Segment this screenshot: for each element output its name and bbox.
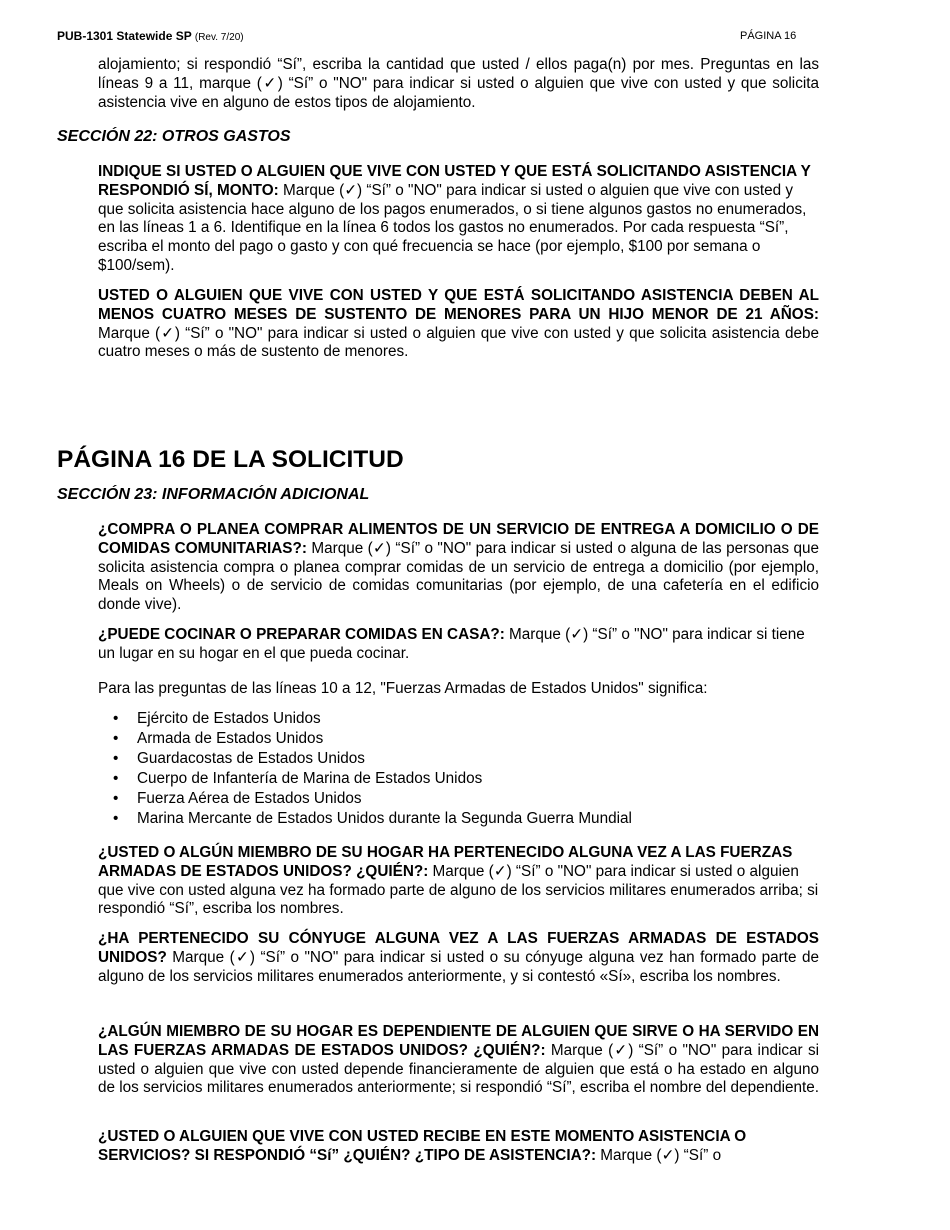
section-22-title: SECCIÓN 22: OTROS GASTOS	[57, 128, 291, 145]
section-23-p1-body: Marque (✓) “Sí” o "NO" para indicar si usted o alguna de las personas que solicita asistencia compra o planea comprar comidas de un servicio de entrega a domicilio (por ejemplo, Meals on Wheels) o de servicio de comidas comunitarias (por ejemplo, de una cafetería en el edificio donde vive).	[98, 539, 819, 614]
form-id	[57, 29, 244, 43]
list-item-label: Cuerpo de Infantería de Marina de Estados Unidos	[137, 770, 483, 787]
section-23-p2-heading: ¿PUEDE COCINAR O PREPARAR COMIDAS EN CASA?:	[98, 626, 505, 643]
section-23-p4-body: Marque (✓) “Sí” o "NO" para indicar si usted o su cónyuge alguna vez han formado parte de alguno de los servicios militares enumerados anteriormente, y si contestó «Sí», escriba los nombres.	[98, 948, 819, 985]
intro-paragraph: alojamiento; si respondió “Sí”, escriba la cantidad que usted / ellos paga(n) por mes. Preguntas en las líneas 9 a 11, marque (✓) “Sí” o "NO" para indicar si usted o alguien que vive con usted y que solicita asistencia vive en alguno de estos tipos de alojamiento.	[98, 56, 819, 111]
section-22-paragraph-1	[98, 163, 819, 276]
form-id-text: PUB-1301 Statewide SP	[57, 29, 192, 43]
bullet-icon: •	[113, 730, 119, 747]
bullet-icon: •	[113, 810, 119, 827]
list-item	[98, 809, 632, 829]
section-23-p3-heading: ¿USTED O ALGÚN MIEMBRO DE SU HOGAR HA PERTENECIDO ALGUNA VEZ A LAS FUERZAS ARMADAS DE ESTADOS UNIDOS? ¿QUIÉN?:	[98, 844, 793, 880]
list-item-label: Guardacostas de Estados Unidos	[137, 750, 365, 767]
section-23-p5-heading: ¿ALGÚN MIEMBRO DE SU HOGAR ES DEPENDIENTE DE ALGUIEN QUE SIRVE O HA SERVIDO EN LAS FUERZAS ARMADAS DE ESTADOS UNIDOS? ¿QUIÉN?:	[98, 1023, 819, 1059]
section-23-paragraph-2	[98, 626, 819, 664]
list-item	[98, 789, 632, 809]
section-23-paragraph-6	[98, 1128, 819, 1166]
section-22-p2-heading: USTED O ALGUIEN QUE VIVE CON USTED Y QUE ESTÁ SOLICITANDO ASISTENCIA DEBEN AL MENOS CUATRO MESES DE SUSTENTO DE MENORES PARA UN HIJO MENOR DE 21 AÑOS:	[98, 287, 819, 323]
section-23-paragraph-4	[98, 930, 819, 986]
list-item-label: Armada de Estados Unidos	[137, 730, 324, 747]
section-23-p3-body: Marque (✓) “Sí” o "NO" para indicar si usted o alguien que vive con usted alguna vez ha formado parte de alguno de los servicios militares enumerados arriba; si respondió “Sí”, escriba los nombres.	[98, 862, 819, 918]
section-23-p5-body: Marque (✓) “Sí” o "NO" para indicar si usted o alguien que vive con usted depende financieramente de alguien que está o ha estado en alguno de los servicios militares enumerados anteriormente; si respondió “Sí”, escriba el nombre del dependiente.	[98, 1041, 820, 1097]
list-item-label: Marina Mercante de Estados Unidos durante la Segunda Guerra Mundial	[137, 810, 632, 827]
page-label: PÁGINA 16	[740, 30, 797, 42]
section-22-paragraph-2	[98, 287, 819, 362]
section-23-p6-body: Marque (✓) “Sí” o	[596, 1146, 722, 1164]
list-item	[98, 769, 632, 789]
section-22-p1-body: Marque (✓) “Sí” o "NO" para indicar si usted o alguien que vive con usted y que solicita asistencia hace alguno de los pagos enumerados, o si tiene algunos gastos no enumerados, en las líneas 1 a 6. Identifique en la línea 6 todos los gastos no enumerados. Por cada respuesta “Sí”, escriba el monto del pago o gasto y con qué frecuencia se hace (por ejemplo, $100 por semana o $100/sem).	[98, 181, 807, 274]
armed-forces-list	[98, 709, 632, 829]
section-23-paragraph-5	[98, 1023, 819, 1098]
section-23-title: SECCIÓN 23: INFORMACIÓN ADICIONAL	[57, 486, 370, 503]
section-23-paragraph-3	[98, 844, 819, 919]
bullet-icon: •	[113, 790, 119, 807]
section-23-p4-heading: ¿HA PERTENECIDO SU CÓNYUGE ALGUNA VEZ A LAS FUERZAS ARMADAS DE ESTADOS UNIDOS?	[98, 930, 819, 966]
section-23-p6-heading: ¿USTED O ALGUIEN QUE VIVE CON USTED RECIBE EN ESTE MOMENTO ASISTENCIA O SERVICIOS? SI RESPONDIÓ “Sí” ¿QUIÉN? ¿TIPO DE ASISTENCIA?:	[98, 1128, 747, 1164]
list-item	[98, 709, 632, 729]
armed-forces-intro: Para las preguntas de las líneas 10 a 12, "Fuerzas Armadas de Estados Unidos" significa:	[98, 680, 708, 697]
section-22-p1-heading: INDIQUE SI USTED O ALGUIEN QUE VIVE CON USTED Y QUE ESTÁ SOLICITANDO ASISTENCIA Y RESPONDIÓ SÍ, MONTO:	[98, 163, 811, 199]
section-23-p2-body: Marque (✓) “Sí” o "NO" para indicar si tiene un lugar en su hogar en el que pueda cocinar.	[98, 626, 805, 662]
list-item	[98, 749, 632, 769]
section-22-p2-body: Marque (✓) “Sí” o "NO" para indicar si usted o alguien que vive con usted y que solicita asistencia debe cuatro meses o más de sustento de menores.	[98, 324, 819, 361]
bullet-icon: •	[113, 710, 119, 727]
form-revision: (Rev. 7/20)	[194, 32, 244, 43]
list-item-label: Ejército de Estados Unidos	[137, 710, 321, 727]
list-item-label: Fuerza Aérea de Estados Unidos	[137, 790, 362, 807]
section-23-paragraph-1	[98, 521, 819, 615]
list-item	[98, 729, 632, 749]
page-title: PÁGINA 16 DE LA SOLICITUD	[57, 446, 404, 473]
section-23-p1-heading: ¿COMPRA O PLANEA COMPRAR ALIMENTOS DE UN SERVICIO DE ENTREGA A DOMICILIO O DE COMIDAS COMUNITARIAS?:	[98, 521, 819, 557]
bullet-icon: •	[113, 770, 119, 787]
bullet-icon: •	[113, 750, 119, 767]
